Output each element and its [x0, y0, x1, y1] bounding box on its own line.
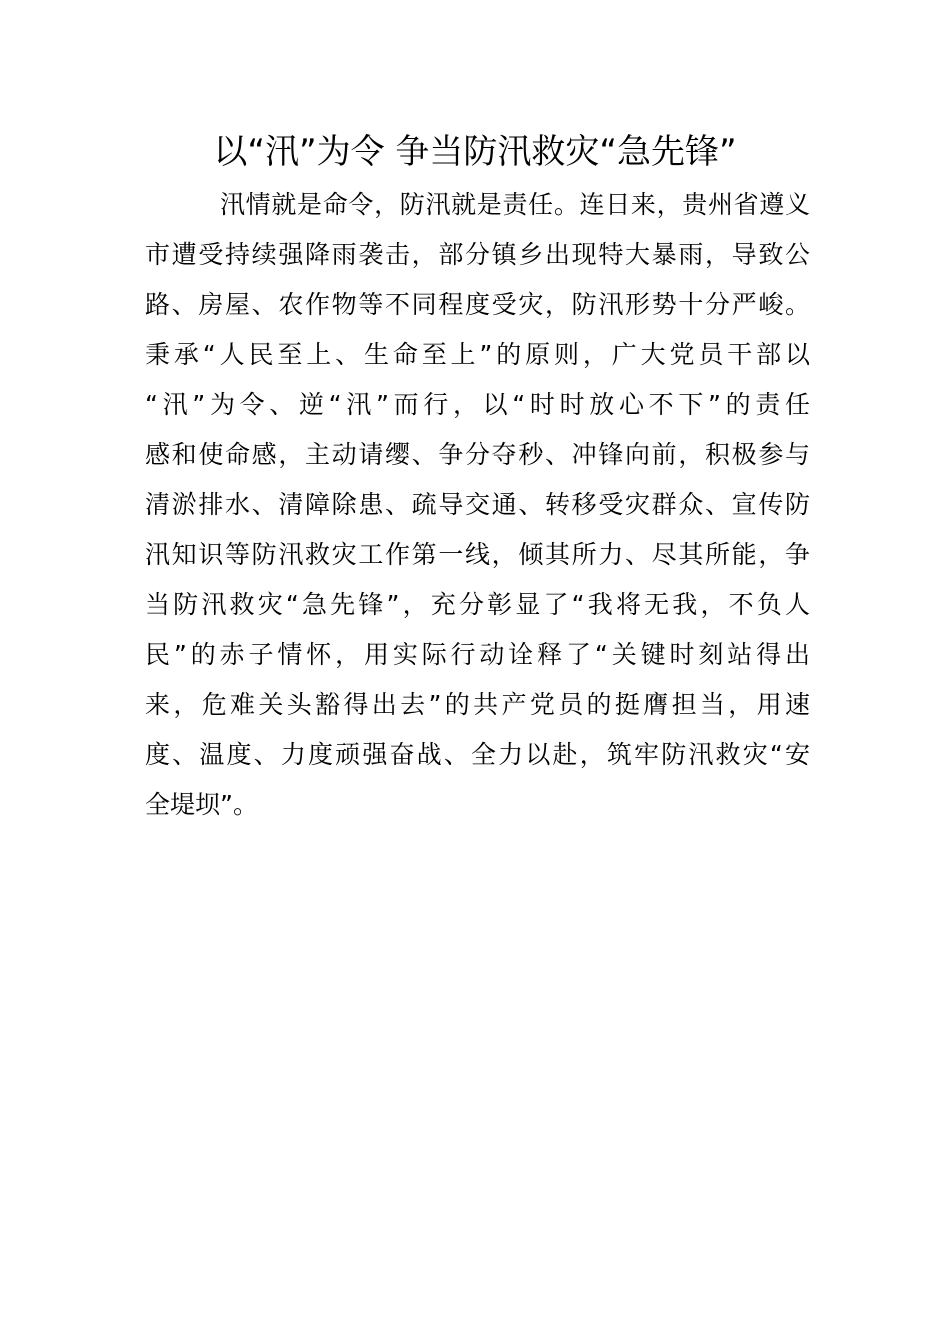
paragraph-line: 秉承“人民至上、生命至上”的原则，广大党员干部以	[145, 340, 810, 369]
paragraph-line: 来，危难关头豁得出去”的共产党员的挺膺担当，用速	[145, 690, 810, 719]
article-title: 以“汛”为令 争当防汛救灾“急先锋”	[213, 132, 737, 172]
paragraph-line: 感和使命感，主动请缨、争分夺秒、冲锋向前，积极参与	[145, 440, 810, 469]
paragraph-line: 全堤坝”。	[145, 790, 258, 819]
article-body	[145, 180, 810, 830]
paragraph-line: “汛”为令、逆“汛”而行，以“时时放心不下”的责任	[145, 390, 810, 419]
paragraph-line: 汛知识等防汛救灾工作第一线，倾其所力、尽其所能，争	[145, 540, 810, 569]
paragraph-line: 当防汛救灾“急先锋”，充分彰显了“我将无我，不负人	[145, 590, 810, 619]
paragraph-line: 民”的赤子情怀，用实际行动诠释了“关键时刻站得出	[145, 640, 810, 669]
paragraph-line: 市遭受持续强降雨袭击，部分镇乡出现特大暴雨，导致公	[145, 240, 810, 269]
paragraph-line: 汛情就是命令，防汛就是责任。连日来，贵州省遵义	[220, 190, 810, 219]
paragraph-line: 清淤排水、清障除患、疏导交通、转移受灾群众、宣传防	[145, 490, 810, 519]
paragraph-line: 路、房屋、农作物等不同程度受灾，防汛形势十分严峻。	[145, 290, 810, 319]
paragraph-line: 度、温度、力度顽强奋战、全力以赴，筑牢防汛救灾“安	[145, 740, 810, 769]
